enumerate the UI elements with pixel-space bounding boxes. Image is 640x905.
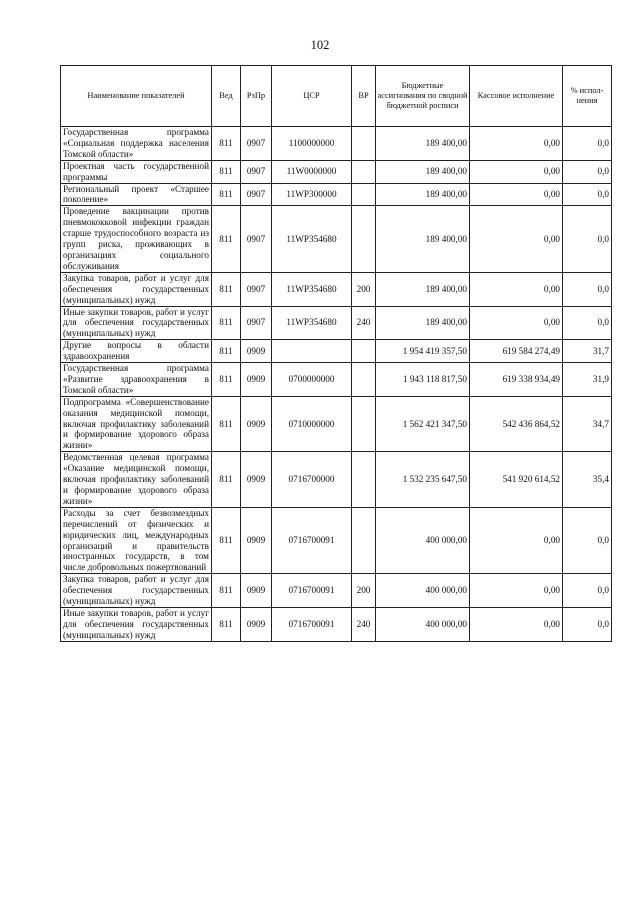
header-name: Наименование показателей bbox=[61, 66, 212, 127]
cell-rzpr: 0909 bbox=[241, 363, 272, 397]
cell-csr: 0716700091 bbox=[272, 507, 352, 573]
cell-csr: 11WP300000 bbox=[272, 183, 352, 206]
header-csr: ЦСР bbox=[272, 66, 352, 127]
table-row bbox=[61, 452, 612, 508]
cell-name: Другие вопросы в области здравоохранения bbox=[61, 340, 212, 363]
cell-ved: 811 bbox=[212, 340, 241, 363]
cell-cash: 0,00 bbox=[470, 574, 563, 608]
cell-vr bbox=[352, 183, 376, 206]
cell-rzpr: 0907 bbox=[241, 206, 272, 272]
cell-percent: 0,0 bbox=[563, 160, 612, 183]
cell-ved: 811 bbox=[212, 452, 241, 508]
header-cash: Кассовое исполнение bbox=[470, 66, 563, 127]
cell-ved: 811 bbox=[212, 160, 241, 183]
cell-rzpr: 0907 bbox=[241, 306, 272, 340]
table-row bbox=[61, 396, 612, 452]
cell-percent: 0,0 bbox=[563, 272, 612, 306]
cell-cash: 542 436 864,52 bbox=[470, 396, 563, 452]
cell-csr: 0710000000 bbox=[272, 396, 352, 452]
cell-percent: 34,7 bbox=[563, 396, 612, 452]
cell-rzpr: 0909 bbox=[241, 452, 272, 508]
cell-percent: 0,0 bbox=[563, 183, 612, 206]
cell-percent: 0,0 bbox=[563, 507, 612, 573]
budget-execution-table bbox=[60, 65, 612, 642]
cell-percent: 0,0 bbox=[563, 607, 612, 641]
table-row bbox=[61, 127, 612, 161]
cell-name: Ведомственная целевая программа «Оказание медицинской помощи, включая профилактику заболеваний и формирование здорового образа жизни» bbox=[61, 452, 212, 508]
table-row bbox=[61, 363, 612, 397]
cell-rzpr: 0907 bbox=[241, 160, 272, 183]
cell-vr: 200 bbox=[352, 574, 376, 608]
cell-budget: 400 000,00 bbox=[376, 607, 470, 641]
cell-rzpr: 0909 bbox=[241, 574, 272, 608]
cell-budget: 189 400,00 bbox=[376, 206, 470, 272]
cell-percent: 31,9 bbox=[563, 363, 612, 397]
cell-vr: 240 bbox=[352, 306, 376, 340]
cell-rzpr: 0907 bbox=[241, 183, 272, 206]
table-row bbox=[61, 183, 612, 206]
cell-vr: 240 bbox=[352, 607, 376, 641]
cell-vr bbox=[352, 160, 376, 183]
cell-cash: 0,00 bbox=[470, 183, 563, 206]
cell-name: Проектная часть государственной программы bbox=[61, 160, 212, 183]
cell-ved: 811 bbox=[212, 363, 241, 397]
cell-cash: 619 338 934,49 bbox=[470, 363, 563, 397]
cell-ved: 811 bbox=[212, 507, 241, 573]
cell-name: Закупка товаров, работ и услуг для обеспечения государственных (муниципальных) нужд bbox=[61, 574, 212, 608]
cell-budget: 189 400,00 bbox=[376, 127, 470, 161]
cell-vr bbox=[352, 363, 376, 397]
cell-ved: 811 bbox=[212, 206, 241, 272]
cell-percent: 31,7 bbox=[563, 340, 612, 363]
cell-name: Региональный проект «Старшее поколение» bbox=[61, 183, 212, 206]
cell-csr: 1100000000 bbox=[272, 127, 352, 161]
cell-vr bbox=[352, 206, 376, 272]
cell-rzpr: 0907 bbox=[241, 127, 272, 161]
cell-vr: 200 bbox=[352, 272, 376, 306]
table-body bbox=[61, 127, 612, 642]
cell-budget: 1 532 235 647,50 bbox=[376, 452, 470, 508]
cell-cash: 0,00 bbox=[470, 127, 563, 161]
cell-cash: 0,00 bbox=[470, 607, 563, 641]
table-row bbox=[61, 160, 612, 183]
cell-vr bbox=[352, 340, 376, 363]
cell-ved: 811 bbox=[212, 272, 241, 306]
header-percent: % испол-нения bbox=[563, 66, 612, 127]
cell-budget: 1 562 421 347,50 bbox=[376, 396, 470, 452]
table-row bbox=[61, 507, 612, 573]
cell-rzpr: 0907 bbox=[241, 272, 272, 306]
cell-ved: 811 bbox=[212, 574, 241, 608]
cell-budget: 400 000,00 bbox=[376, 507, 470, 573]
cell-cash: 0,00 bbox=[470, 272, 563, 306]
header-vr: ВР bbox=[352, 66, 376, 127]
cell-cash: 0,00 bbox=[470, 306, 563, 340]
cell-name: Иные закупки товаров, работ и услуг для обеспечения государственных (муниципальных) нужд bbox=[61, 306, 212, 340]
cell-budget: 1 943 118 817,50 bbox=[376, 363, 470, 397]
cell-budget: 1 954 419 357,50 bbox=[376, 340, 470, 363]
page-number: 102 bbox=[310, 38, 330, 52]
cell-budget: 400 000,00 bbox=[376, 574, 470, 608]
table-row bbox=[61, 272, 612, 306]
cell-name: Иные закупки товаров, работ и услуг для обеспечения государственных (муниципальных) нужд bbox=[61, 607, 212, 641]
cell-csr bbox=[272, 340, 352, 363]
cell-cash: 0,00 bbox=[470, 507, 563, 573]
table-header-row bbox=[61, 66, 612, 127]
header-ved: Вед bbox=[212, 66, 241, 127]
cell-budget: 189 400,00 bbox=[376, 183, 470, 206]
header-rzpr: РзПр bbox=[241, 66, 272, 127]
cell-percent: 0,0 bbox=[563, 306, 612, 340]
cell-csr: 0716700000 bbox=[272, 452, 352, 508]
cell-rzpr: 0909 bbox=[241, 340, 272, 363]
cell-vr bbox=[352, 396, 376, 452]
cell-cash: 541 920 614,52 bbox=[470, 452, 563, 508]
cell-name: Проведение вакцинации против пневмококковой инфекции граждан старше трудоспособного возраста из групп риска, проживающих в организациях социального обслуживания bbox=[61, 206, 212, 272]
cell-vr bbox=[352, 452, 376, 508]
table-row bbox=[61, 574, 612, 608]
cell-vr bbox=[352, 127, 376, 161]
cell-csr: 11WP354680 bbox=[272, 272, 352, 306]
table-row bbox=[61, 206, 612, 272]
cell-percent: 0,0 bbox=[563, 574, 612, 608]
cell-name: Расходы за счет безвозмездных перечислений от физических и юридических лиц, международных организаций и правительств иностранных государств, в том числе добровольных пожертвований bbox=[61, 507, 212, 573]
cell-name: Государственная программа «Социальная поддержка населения Томской области» bbox=[61, 127, 212, 161]
table-row bbox=[61, 340, 612, 363]
cell-rzpr: 0909 bbox=[241, 396, 272, 452]
cell-budget: 189 400,00 bbox=[376, 160, 470, 183]
cell-ved: 811 bbox=[212, 607, 241, 641]
cell-name: Закупка товаров, работ и услуг для обеспечения государственных (муниципальных) нужд bbox=[61, 272, 212, 306]
cell-rzpr: 0909 bbox=[241, 607, 272, 641]
cell-rzpr: 0909 bbox=[241, 507, 272, 573]
cell-budget: 189 400,00 bbox=[376, 272, 470, 306]
cell-csr: 0716700091 bbox=[272, 607, 352, 641]
cell-ved: 811 bbox=[212, 183, 241, 206]
cell-cash: 0,00 bbox=[470, 160, 563, 183]
cell-cash: 0,00 bbox=[470, 206, 563, 272]
cell-csr: 0716700091 bbox=[272, 574, 352, 608]
header-budget: Бюджетные ассигнования по сводной бюджетной росписи bbox=[376, 66, 470, 127]
cell-percent: 0,0 bbox=[563, 127, 612, 161]
cell-csr: 0700000000 bbox=[272, 363, 352, 397]
table-row bbox=[61, 306, 612, 340]
cell-percent: 0,0 bbox=[563, 206, 612, 272]
cell-name: Подпрограмма «Совершенствование оказания медицинской помощи, включая профилактику заболеваний и формирование здорового образа жизни» bbox=[61, 396, 212, 452]
table-row bbox=[61, 607, 612, 641]
cell-ved: 811 bbox=[212, 396, 241, 452]
cell-csr: 11W0000000 bbox=[272, 160, 352, 183]
cell-ved: 811 bbox=[212, 306, 241, 340]
cell-cash: 619 584 274,49 bbox=[470, 340, 563, 363]
cell-csr: 11WP354680 bbox=[272, 206, 352, 272]
cell-percent: 35,4 bbox=[563, 452, 612, 508]
cell-ved: 811 bbox=[212, 127, 241, 161]
cell-csr: 11WP354680 bbox=[272, 306, 352, 340]
cell-budget: 189 400,00 bbox=[376, 306, 470, 340]
cell-name: Государственная программа «Развитие здравоохранения в Томской области» bbox=[61, 363, 212, 397]
cell-vr bbox=[352, 507, 376, 573]
